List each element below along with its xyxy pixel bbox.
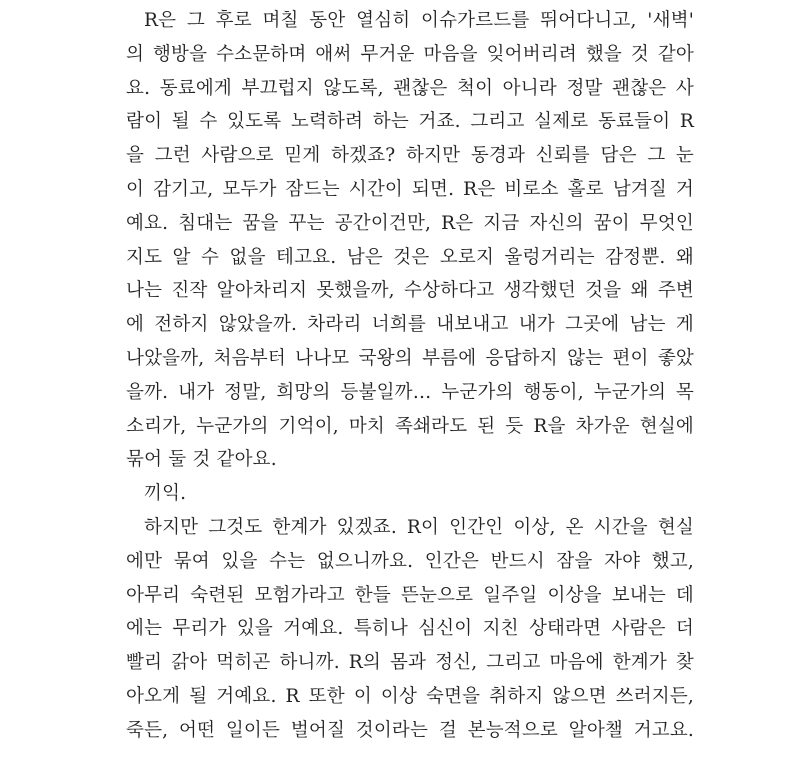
text-line: 죽든, 어떤 일이든 벌어질 것이라는 걸 본능적으로 알아챌 거고요. [126,719,694,741]
text-line: 하지만 그것도 한계가 있겠죠. R이 인간인 이상, 온 시간을 현실 [144,516,694,538]
text-line: 예요. 침대는 꿈을 꾸는 공간이건만, R은 지금 자신의 꿈이 무엇인 [126,212,694,234]
text-line: 묶어 둘 것 같아요. [126,449,277,471]
text-line: 에만 묶여 있을 수는 없으니까요. 인간은 반드시 잠을 자야 했고, [126,550,694,572]
text-line: 람이 될 수 있도록 노력하려 하는 거죠. 그리고 실제로 동료들이 R [126,111,694,133]
text-line: 빨리 갉아 먹히곤 하니까. R의 몸과 정신, 그리고 마음에 한계가 찾 [126,652,694,674]
text-line: 을까. 내가 정말, 희망의 등불일까… 누군가의 행동이, 누군가의 목 [126,381,694,403]
text-line: 아오게 될 거예요. R 또한 이 이상 숙면을 취하지 않으면 쓰러지든, [126,685,694,707]
document-body [126,4,694,748]
text-line: R은 그 후로 며칠 동안 열심히 이슈가르드를 뛰어다니고, '새벽' [144,10,694,31]
text-line: 의 행방을 수소문하며 애써 무거운 마음을 잊어버리려 했을 것 같아 [126,43,694,65]
paragraph-3 [126,511,694,748]
text-line: 소리가, 누군가의 기억이, 마치 족쇄라도 된 듯 R을 차가운 현실에 [126,415,694,437]
text-line: 나았을까, 처음부터 나나모 국왕의 부름에 응답하지 않는 편이 좋았 [126,347,694,369]
paragraph-2 [126,477,694,511]
paragraph-1 [126,4,694,477]
text-line: 을 그런 사람으로 믿게 하겠죠? 하지만 동경과 신뢰를 담은 그 눈 [126,145,694,167]
text-line: 에 전하지 않았을까. 차라리 너희를 내보내고 내가 그곳에 남는 게 [126,314,694,336]
text-line: 지도 알 수 없을 테고요. 남은 것은 오로지 울렁거리는 감정뿐. 왜 [126,246,694,268]
text-line: 요. 동료에게 부끄럽지 않도록, 괜찮은 척이 아니라 정말 괜찮은 사 [126,77,694,99]
text-line: 에는 무리가 있을 거예요. 특히나 심신이 지친 상태라면 사람은 더 [126,618,694,640]
text-line: 끼익. [144,483,187,505]
text-line: 나는 진작 알아차리지 못했을까, 수상하다고 생각했던 것을 왜 주변 [126,280,694,302]
text-line: 아무리 숙련된 모험가라고 한들 뜬눈으로 일주일 이상을 보내는 데 [126,584,694,606]
text-line: 이 감기고, 모두가 잠드는 시간이 되면. R은 비로소 홀로 남겨질 거 [126,178,694,200]
